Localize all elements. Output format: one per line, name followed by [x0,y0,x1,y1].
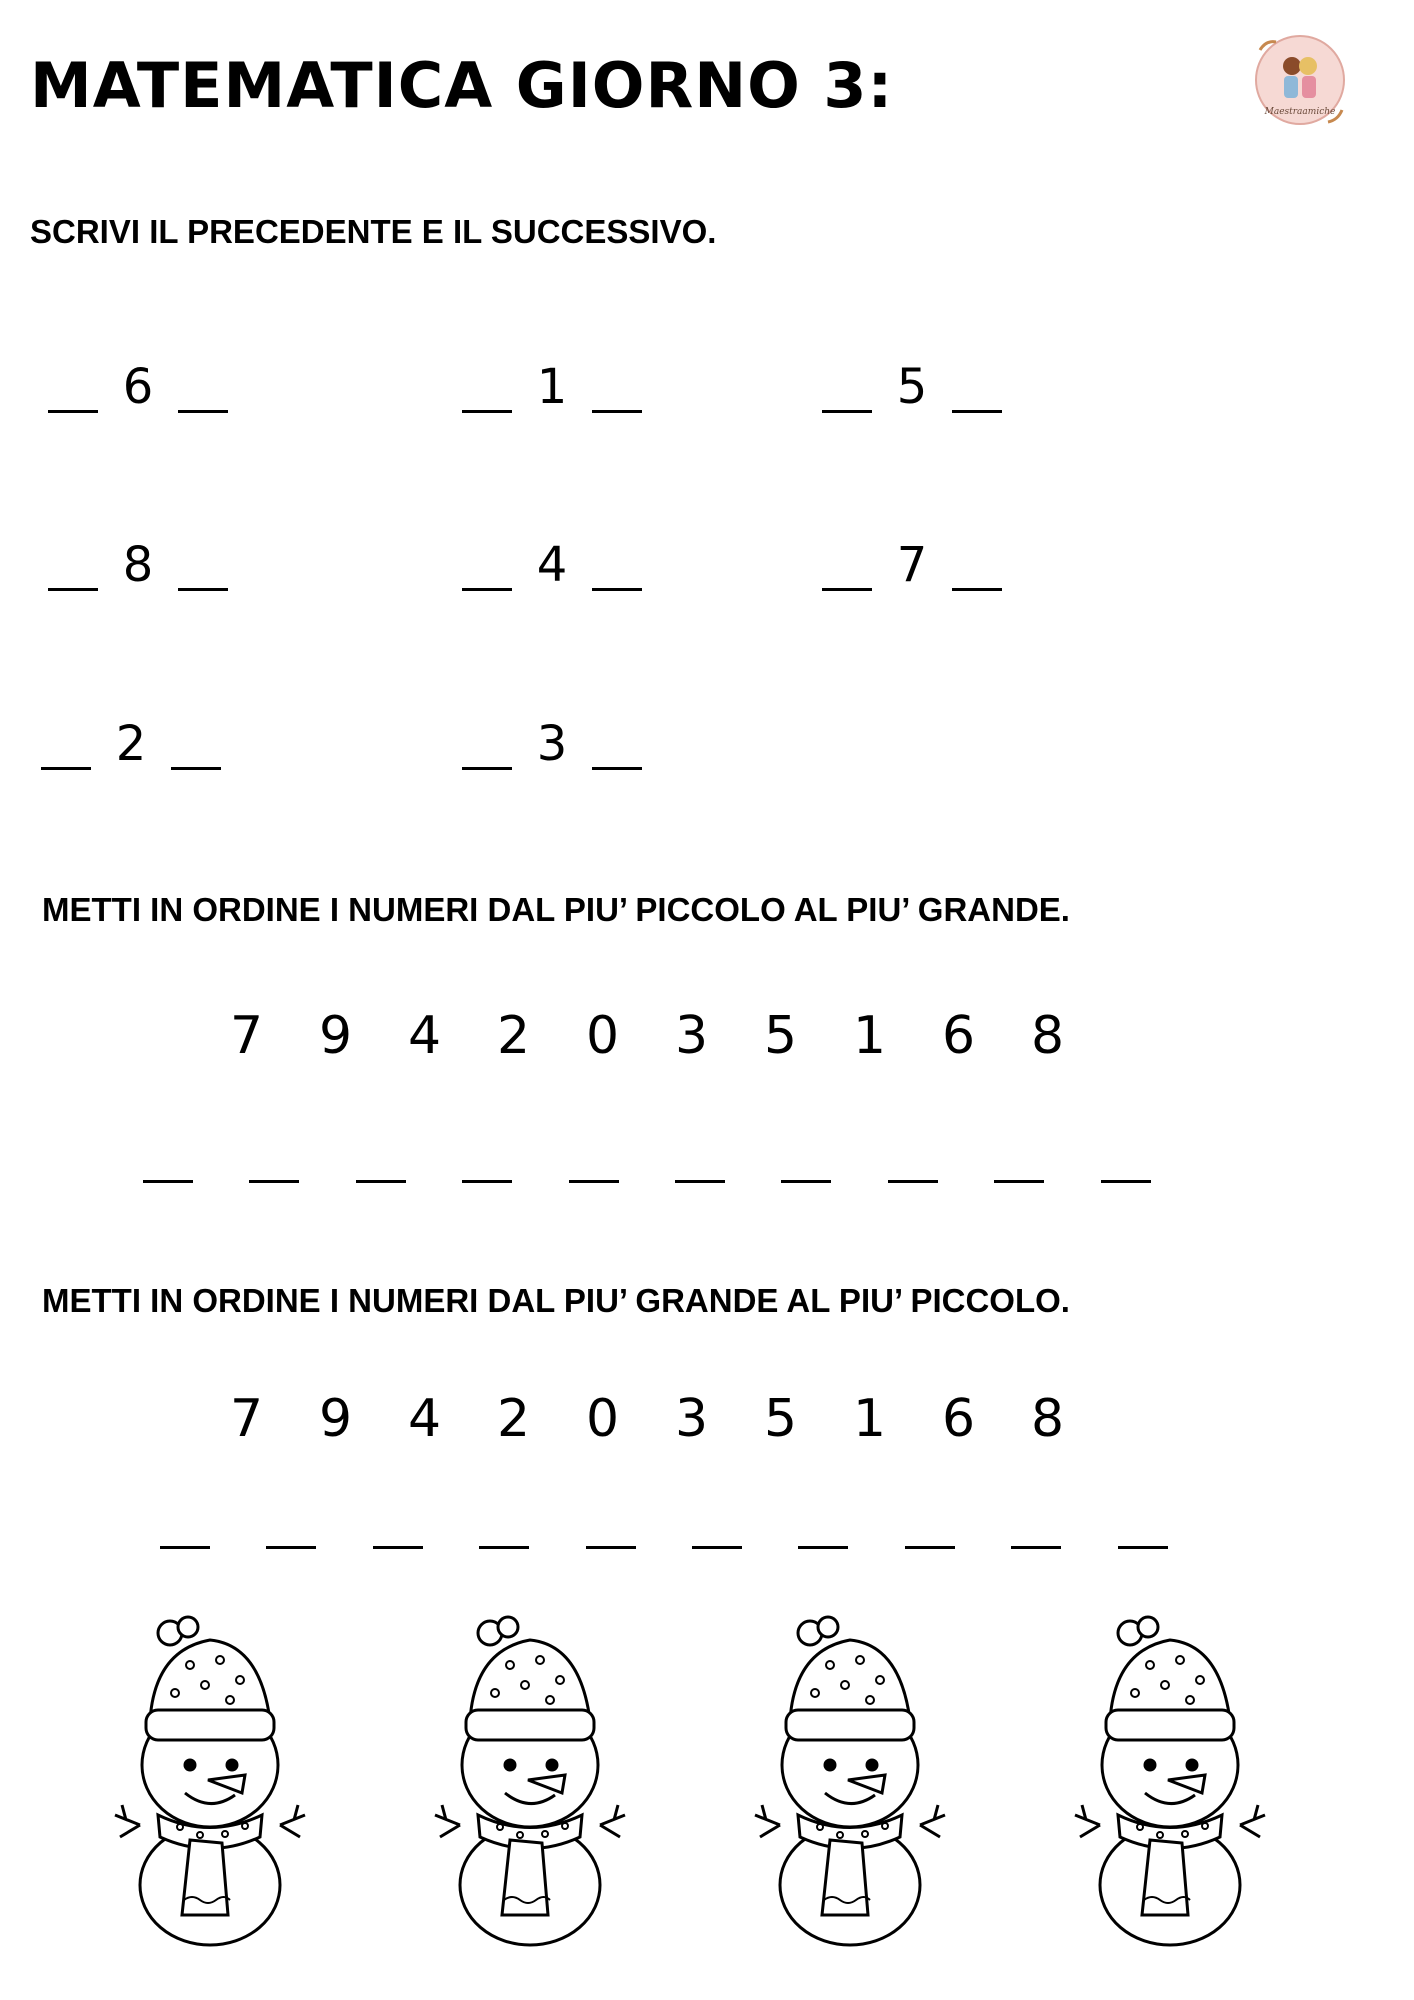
snowman-icon [115,1617,305,1945]
answer-blank[interactable] [994,1180,1044,1183]
answer-blank[interactable] [592,767,642,770]
answer-blank[interactable] [178,588,228,591]
answer-blank[interactable] [952,410,1002,413]
answer-blank[interactable] [41,767,91,770]
answer-blank[interactable] [48,588,98,591]
answer-blank[interactable] [675,1180,725,1183]
friends-logo-icon [1250,30,1350,130]
sequence-number: 0 [585,1389,620,1449]
exercise-item: 2 [41,720,221,770]
answer-blank[interactable] [569,1180,619,1183]
answer-blank[interactable] [462,410,512,413]
answer-blank[interactable] [1101,1180,1151,1183]
answer-blank[interactable] [171,767,221,770]
snowman-icon [1075,1617,1265,1945]
answer-blank[interactable] [822,588,872,591]
snowmen-decoration [110,1615,1340,1955]
answer-blank[interactable] [692,1546,742,1549]
sequence-number: 8 [1030,1006,1065,1066]
answer-blank[interactable] [952,588,1002,591]
sequence-number: 1 [852,1389,887,1449]
snowman-icon [435,1617,625,1945]
sequence-number: 9 [318,1389,353,1449]
instruction-descending: METTI IN ORDINE I NUMERI DAL PIU’ GRANDE AL PIU’ PICCOLO. [42,1282,1070,1319]
answer-blank[interactable] [462,588,512,591]
answer-blank[interactable] [479,1546,529,1549]
answer-blank[interactable] [592,588,642,591]
answer-blank[interactable] [1118,1546,1168,1549]
answer-blank[interactable] [592,410,642,413]
exercise-item: 3 [462,720,642,770]
sequence-number: 3 [674,1006,709,1066]
exercise-item: 8 [48,541,228,591]
answer-blank[interactable] [356,1180,406,1183]
sequence-number: 9 [318,1006,353,1066]
answer-blank[interactable] [888,1180,938,1183]
answer-blank[interactable] [48,410,98,413]
sequence-number: 7 [229,1389,264,1449]
sequence-number: 7 [229,1006,264,1066]
answer-blank[interactable] [462,1180,512,1183]
snowman-icon [755,1617,945,1945]
sequence-number: 6 [941,1006,976,1066]
sequence-number: 6 [941,1389,976,1449]
answer-blank[interactable] [160,1546,210,1549]
answer-blank[interactable] [586,1546,636,1549]
page-title: MATEMATICA GIORNO 3: [30,49,894,122]
instruction-ascending: METTI IN ORDINE I NUMERI DAL PIU’ PICCOLO AL PIU’ GRANDE. [42,891,1070,928]
exercise-item: 4 [462,541,642,591]
answer-blank[interactable] [462,767,512,770]
sequence-number: 5 [763,1389,798,1449]
answer-blank[interactable] [266,1546,316,1549]
sequence-number: 2 [496,1389,531,1449]
answer-blank[interactable] [781,1180,831,1183]
sequence-number: 3 [674,1389,709,1449]
exercise-item: 6 [48,363,228,413]
answer-blank[interactable] [1011,1546,1061,1549]
sequence-number: 8 [1030,1389,1065,1449]
logo-text: Maestraamiche [1264,107,1336,117]
answer-blank[interactable] [143,1180,193,1183]
answer-blanks-row [0,1180,1414,1184]
answer-blank[interactable] [798,1546,848,1549]
sequence-number: 2 [496,1006,531,1066]
exercise-item: 7 [822,541,1002,591]
number-sequence [202,1389,1092,1449]
instruction-predecessor-successor: SCRIVI IL PRECEDENTE E IL SUCCESSIVO. [30,213,717,250]
sequence-number: 4 [407,1006,442,1066]
exercise-item: 1 [462,363,642,413]
exercise-item: 5 [822,363,1002,413]
answer-blank[interactable] [178,410,228,413]
answer-blanks-row [0,1546,1414,1550]
answer-blank[interactable] [822,410,872,413]
answer-blank[interactable] [373,1546,423,1549]
sequence-number: 1 [852,1006,887,1066]
sequence-number: 5 [763,1006,798,1066]
sequence-number: 0 [585,1006,620,1066]
sequence-number: 4 [407,1389,442,1449]
answer-blank[interactable] [905,1546,955,1549]
number-sequence [202,1006,1092,1066]
answer-blank[interactable] [249,1180,299,1183]
